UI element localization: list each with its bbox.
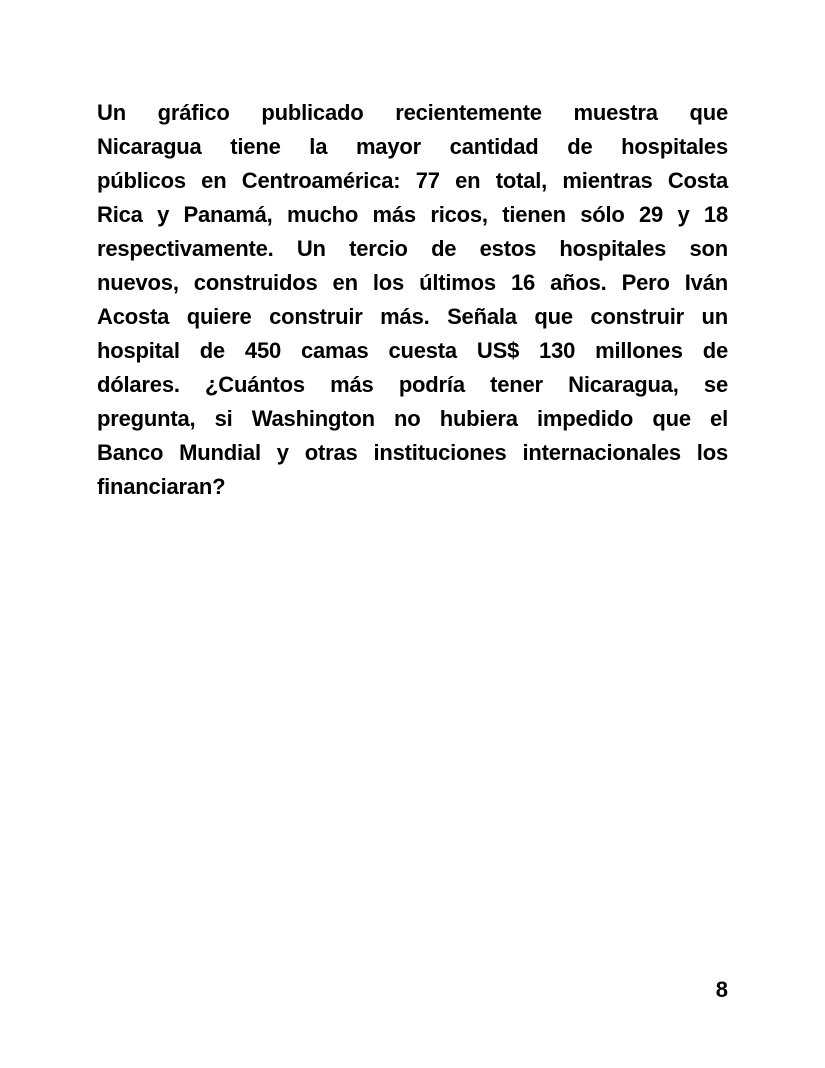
paragraph-line: pregunta, si Washington no hubiera impedido que el bbox=[97, 406, 728, 431]
paragraph-line: respectivamente. Un tercio de estos hospitales son bbox=[97, 236, 728, 261]
paragraph-line: nuevos, construidos en los últimos 16 años. Pero Iván bbox=[97, 270, 728, 295]
paragraph-line: Un gráfico publicado recientemente muestra que bbox=[97, 100, 728, 125]
paragraph-line: Acosta quiere construir más. Señala que construir un bbox=[97, 304, 728, 329]
paragraph-line: dólares. ¿Cuántos más podría tener Nicaragua, se bbox=[97, 372, 728, 397]
paragraph-line: públicos en Centroamérica: 77 en total, mientras Costa bbox=[97, 168, 728, 193]
paragraph-line: hospital de 450 camas cuesta US$ 130 millones de bbox=[97, 338, 728, 363]
page-number: 8 bbox=[715, 977, 728, 1002]
paragraph-line: financiaran? bbox=[97, 474, 226, 499]
paragraph-line: Banco Mundial y otras instituciones internacionales los bbox=[97, 440, 728, 465]
paragraph-line: Rica y Panamá, mucho más ricos, tienen sólo 29 y 18 bbox=[97, 202, 728, 227]
paragraph-line: Nicaragua tiene la mayor cantidad de hospitales bbox=[97, 134, 728, 159]
body-paragraph bbox=[97, 96, 728, 504]
